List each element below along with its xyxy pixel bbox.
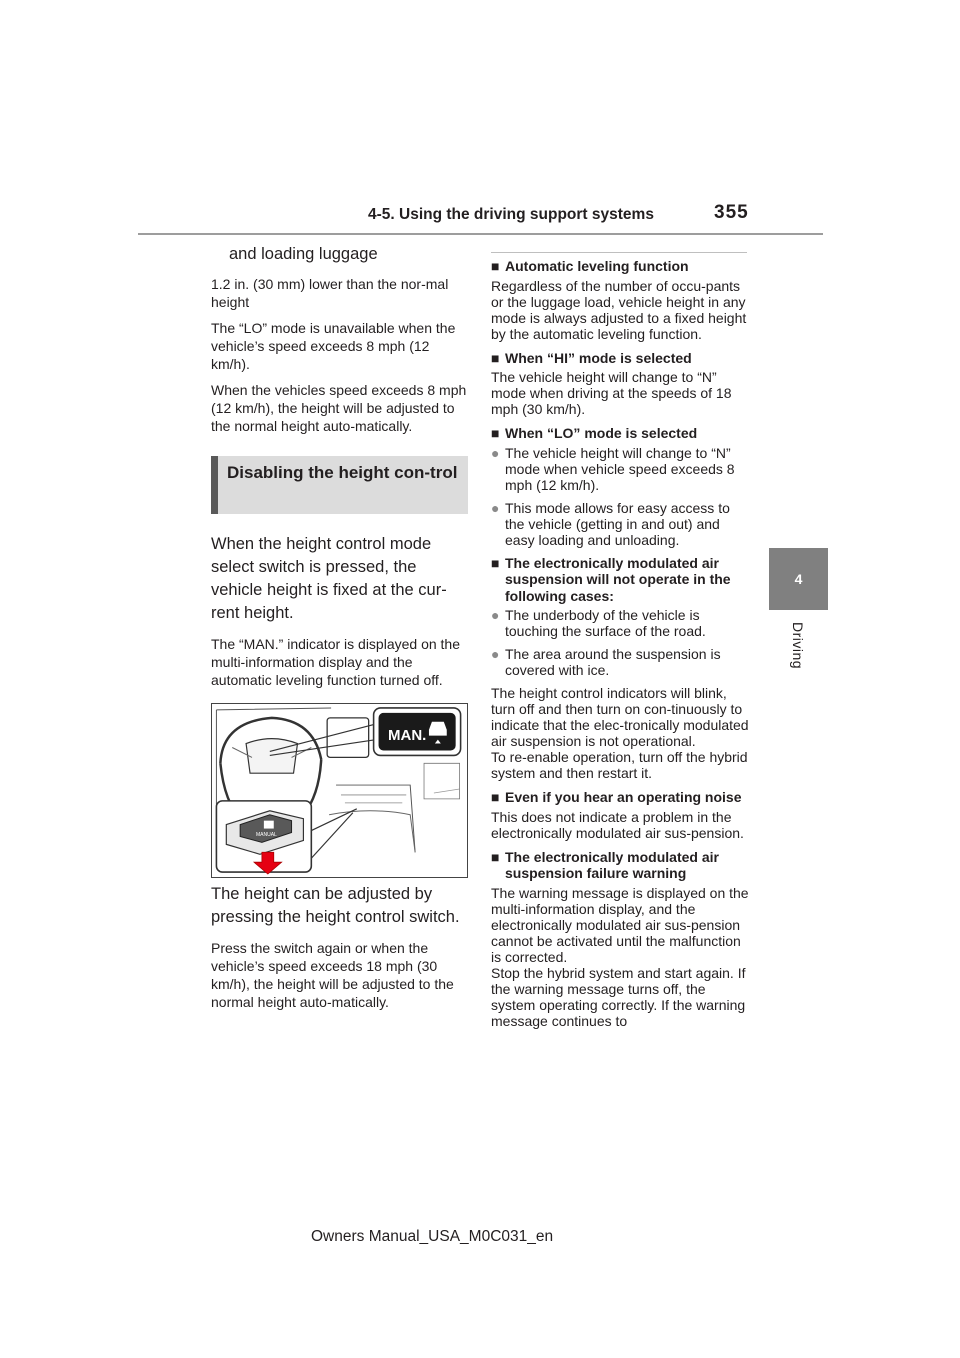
section-title: 4-5. Using the driving support systems bbox=[368, 206, 654, 223]
paragraph: The warning message is displayed on the multi-information display, and the electronically modulated air sus-pension cannot be activated until the malfunction is corrected. bbox=[491, 884, 749, 965]
list-item: ● The vehicle height will change to “N” mode when vehicle speed exceeds 8 mph (12 km/h). bbox=[491, 444, 735, 493]
subheading: ■ The electronically modulated air suspension will not operate in the following cases: bbox=[491, 554, 731, 604]
paragraph: To re-enable operation, turn off the hybrid system and then restart it. bbox=[491, 749, 748, 781]
footer-text: Owners Manual_USA_M0C031_en bbox=[311, 1228, 554, 1245]
paragraph: Press the switch again or when the vehicle’s speed exceeds 18 mph (30 km/h), the height will be adjusted to the normal height auto-matically. bbox=[211, 940, 454, 1010]
list-item: ● The area around the suspension is covered with ice. bbox=[491, 646, 721, 678]
subheading: ■ Automatic leveling function bbox=[491, 258, 689, 274]
paragraph: The “LO” mode is unavailable when the vehicle’s speed exceeds 8 mph (12 km/h). bbox=[211, 320, 456, 372]
page-header bbox=[0, 0, 960, 240]
manual-switch-label: MANUAL bbox=[256, 832, 277, 838]
subheading: ■ The electronically modulated air suspension failure warning bbox=[491, 848, 719, 881]
square-bullet-icon: ■ bbox=[491, 425, 500, 441]
circle-bullet-icon: ● bbox=[491, 444, 500, 461]
intro-paragraph: When the height control mode select switch is pressed, the vehicle height is fixed at the cur-rent height. bbox=[211, 535, 447, 622]
paragraph: The height control indicators will blink, turn off and then turn on con-tinuously to indicate that the elec-tronically modulated air suspension is not operational. bbox=[491, 685, 749, 749]
square-bullet-icon: ■ bbox=[491, 349, 500, 366]
section-heading-box bbox=[211, 456, 468, 514]
continuation-text: and loading luggage bbox=[229, 245, 378, 263]
square-bullet-icon: ■ bbox=[491, 848, 500, 865]
square-bullet-icon: ■ bbox=[491, 789, 500, 805]
circle-bullet-icon: ● bbox=[491, 499, 500, 516]
list-item: ● This mode allows for easy access to the vehicle (getting in and out) and easy loading and unloading. bbox=[491, 499, 730, 548]
circle-bullet-icon: ● bbox=[491, 607, 500, 623]
paragraph: Regardless of the number of occu-pants or the luggage load, vehicle height in any mode is always adjusted to a fixed height by the automatic leveling function. bbox=[491, 277, 747, 342]
page-number: 355 bbox=[714, 202, 749, 223]
list-item: ● The underbody of the vehicle is touching the surface of the road. bbox=[491, 607, 706, 639]
right-column bbox=[491, 252, 753, 1037]
paragraph: This does not indicate a problem in the electronically modulated air sus-pension. bbox=[491, 808, 744, 841]
paragraph: The vehicle height will change to “N” mode when driving at the speeds of 18 mph (30 km/h). bbox=[491, 369, 732, 417]
paragraph: Stop the hybrid system and start again. If the warning message turns off, the system operating correctly. If the warning message continues to bbox=[491, 964, 746, 1029]
subheading: ■ When “LO” mode is selected bbox=[491, 425, 698, 441]
dashboard-illustration bbox=[211, 703, 468, 878]
subheading: ■ Even if you hear an operating noise bbox=[491, 789, 742, 805]
column-rule bbox=[491, 252, 747, 253]
paragraph: When the vehicles speed exceeds 8 mph (12 km/h), the height will be adjusted to the normal height auto-matically. bbox=[211, 382, 467, 434]
left-column bbox=[211, 243, 471, 1019]
section-heading: Disabling the height con-trol bbox=[227, 463, 458, 482]
circle-bullet-icon: ● bbox=[491, 646, 500, 662]
chapter-label: Driving bbox=[790, 622, 806, 670]
subheading: ■ When “HI” mode is selected bbox=[491, 349, 692, 366]
square-bullet-icon: ■ bbox=[491, 554, 500, 571]
dashboard-drawing bbox=[212, 704, 467, 877]
paragraph: 1.2 in. (30 mm) lower than the nor-mal height bbox=[211, 276, 449, 310]
paragraph: The height can be adjusted by pressing the height control switch. bbox=[211, 885, 460, 926]
man-indicator-label: MAN. bbox=[388, 727, 427, 744]
chapter-tab: 4 bbox=[769, 548, 828, 610]
header-rule bbox=[138, 233, 823, 235]
paragraph: The “MAN.” indicator is displayed on the multi-information display and the automatic leveling function turned off. bbox=[211, 636, 460, 688]
square-bullet-icon: ■ bbox=[491, 258, 500, 274]
